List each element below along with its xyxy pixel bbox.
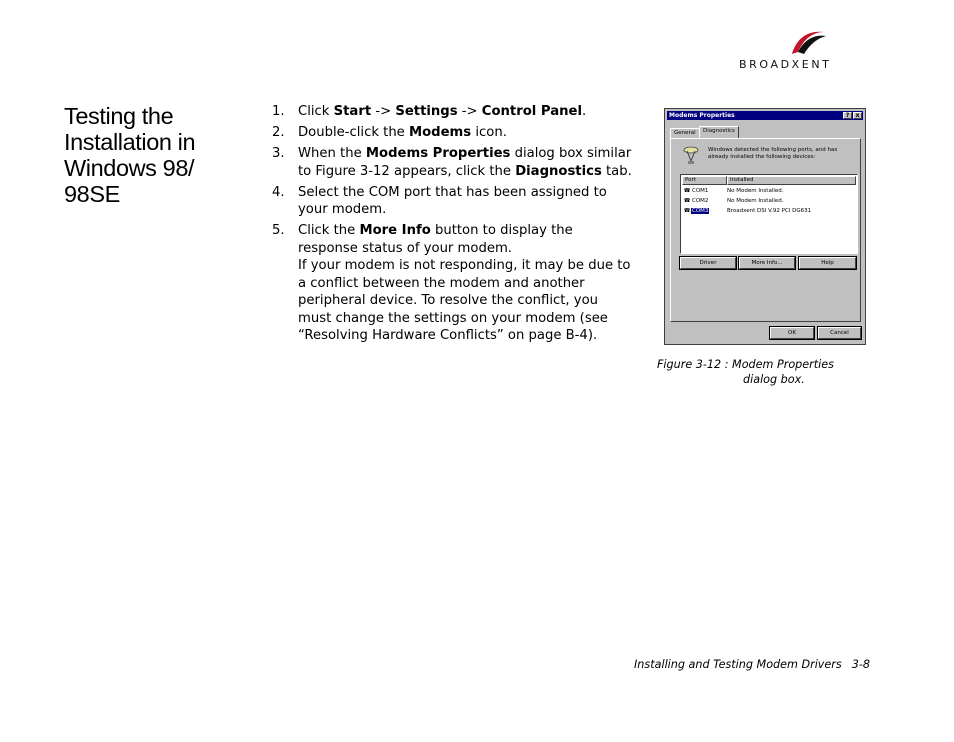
step-item xyxy=(272,124,632,142)
help-button[interactable]: Help xyxy=(799,257,856,269)
step-item xyxy=(272,184,632,219)
page-footer xyxy=(634,658,870,671)
driver-button[interactable]: Driver xyxy=(680,257,736,269)
list-item[interactable] xyxy=(681,186,857,196)
ok-button[interactable]: OK xyxy=(770,327,814,339)
port-icon: ☎ xyxy=(683,188,691,194)
dialog-title: Modems Properties xyxy=(669,112,735,119)
logo-swoosh-icon xyxy=(788,28,828,56)
step-text: -> xyxy=(457,104,482,119)
port-name: COM1 xyxy=(692,188,709,194)
installed-device: No Modem Installed. xyxy=(727,198,784,204)
title-line: Windows 98/ xyxy=(64,155,195,181)
step-text: tab. xyxy=(601,163,632,179)
step-strong: Modems xyxy=(408,125,472,140)
port-icon: ☎ xyxy=(683,198,691,204)
step-text: dialog box similar to Figure 3-12 appears, click the xyxy=(298,146,632,179)
list-item[interactable] xyxy=(681,196,857,206)
step-strong: Diagnostics xyxy=(515,163,602,179)
caption-line: dialog box. xyxy=(743,373,805,386)
step-number: 5. xyxy=(272,223,285,238)
broadxent-logo xyxy=(736,28,881,74)
cancel-button[interactable]: Cancel xyxy=(818,327,861,339)
help-icon[interactable]: ? xyxy=(843,112,852,119)
ports-listview[interactable] xyxy=(680,174,858,254)
close-icon[interactable]: x xyxy=(853,112,862,119)
step-strong: Modems Properties xyxy=(365,146,511,161)
step-strong: Control Panel xyxy=(481,104,582,119)
modem-phone-icon xyxy=(682,146,700,166)
list-item-selected[interactable] xyxy=(681,206,857,216)
step-text: When the xyxy=(298,146,366,161)
modem-icon: ☎ xyxy=(683,208,691,214)
step-text: icon. xyxy=(471,125,507,140)
step-text: Click xyxy=(298,104,334,119)
dialog-titlebar xyxy=(667,111,863,120)
step-text: button to display the response status of your modem. xyxy=(298,223,573,256)
step-number: 4. xyxy=(272,184,285,200)
step-item xyxy=(272,222,632,345)
step-item xyxy=(272,103,632,121)
step-strong: Settings xyxy=(395,104,458,119)
step-number: 1. xyxy=(272,104,285,119)
step-text: -> xyxy=(371,104,396,119)
steps-list xyxy=(272,103,632,348)
step-item xyxy=(272,145,632,180)
step-text: Double-click the xyxy=(298,125,409,140)
port-name: COM2 xyxy=(692,198,709,204)
column-port[interactable]: Port xyxy=(682,176,727,185)
title-line: 98SE xyxy=(64,181,120,207)
section-title xyxy=(64,103,239,207)
figure-caption xyxy=(657,357,867,387)
step-text: Select the COM port that has been assigned to your modem. xyxy=(298,184,607,217)
intro-text: Windows detected the following ports, and has already installed the following devices: xyxy=(708,147,838,160)
title-line: Installation in xyxy=(64,129,196,155)
page-number: 3-8 xyxy=(851,658,871,671)
installed-device: Broadxent DSI V.92 PCI DG631 xyxy=(727,208,812,214)
installed-device: No Modem Installed. xyxy=(727,188,784,194)
step-strong: Start xyxy=(333,104,372,119)
more-info-button[interactable]: More Info... xyxy=(739,257,795,269)
port-name: COM3 xyxy=(692,208,709,214)
step-number: 2. xyxy=(272,125,285,140)
column-installed[interactable]: Installed xyxy=(727,176,856,185)
tab-diagnostics[interactable]: Diagnostics xyxy=(699,126,739,138)
diagnostics-panel xyxy=(670,138,861,322)
logo-text: BROADXENT xyxy=(739,58,832,71)
footer-text: Installing and Testing Modem Drivers xyxy=(634,658,842,671)
caption-line: Figure 3-12 : Modem Properties xyxy=(657,358,834,371)
step-text: Click the xyxy=(298,223,360,238)
title-line: Testing the xyxy=(64,103,174,129)
step-strong: More Info xyxy=(359,223,431,238)
modems-properties-dialog xyxy=(664,108,866,345)
tab-general[interactable]: General xyxy=(670,128,700,138)
step-note: If your modem is not responding, it may be due to a conflict between the modem and another peripheral device. To resolve the conflict, you must change the settings on your modem (see “Resolving Hardware Conflicts” on page B-4). xyxy=(298,258,631,343)
step-text: . xyxy=(581,104,587,119)
step-number: 3. xyxy=(272,146,285,161)
